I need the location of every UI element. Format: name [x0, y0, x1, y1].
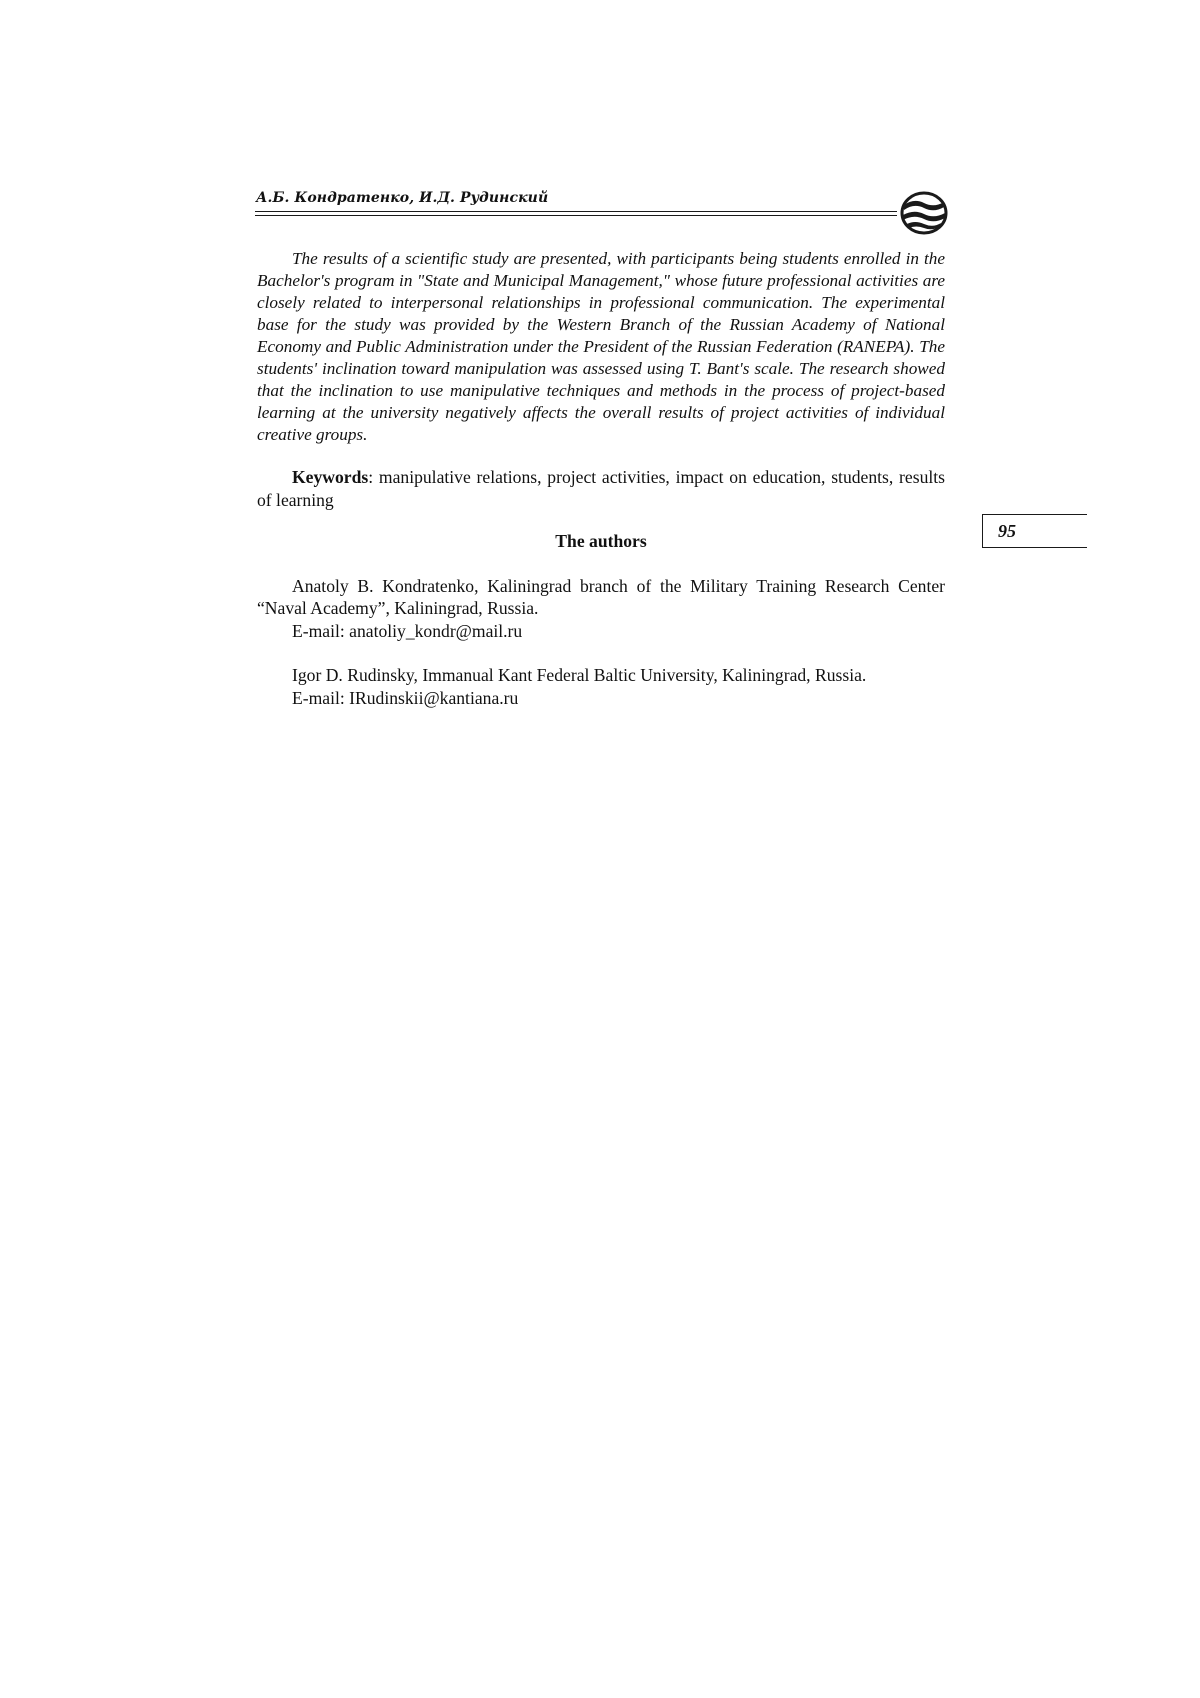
- header-rule-top: [255, 211, 897, 212]
- article-content: [257, 248, 945, 709]
- author-email: E-mail: anatoliy_kondr@mail.ru: [292, 620, 523, 641]
- page-number-box: [982, 514, 1087, 548]
- page-number: 95: [998, 521, 1016, 541]
- running-header-authors: А.Б. Кондратенко, И.Д. Рудинский: [256, 190, 549, 206]
- author-email: E-mail: IRudinskii@kantiana.ru: [292, 687, 519, 708]
- author-affiliation: Anatoly B. Kondratenko, Kaliningrad branch of the Military Training Research Center “Naval Academy”, Kaliningrad, Russia.: [257, 575, 945, 618]
- journal-wave-logo-icon: [898, 190, 950, 236]
- keywords-paragraph: [257, 466, 945, 511]
- author-affiliation: Igor D. Rudinsky, Immanual Kant Federal Baltic University, Kaliningrad, Russia.: [292, 665, 867, 685]
- keywords-label: Keywords: [292, 467, 369, 487]
- authors-section-title: The authors: [555, 531, 647, 551]
- author-entry: [257, 664, 945, 709]
- keywords-text: : manipulative relations, project activities, impact on education, students, results of learning: [257, 467, 945, 510]
- author-entry: [257, 575, 945, 643]
- abstract-paragraph: The results of a scientific study are presented, with participants being students enrolled in the Bachelor's program in "State and Municipal Management," whose future professional activities are closely related to interpersonal relationships in professional communication. The experimental base for the study was provided by the Western Branch of the Russian Academy of National Economy and Public Administration under the President of the Russian Federation (RANEPA). The students' inclination toward manipulation was assessed using T. Bant's scale. The research showed that the inclination to use manipulative techniques and methods in the process of project-based learning at the university negatively affects the overall results of project activities of individual creative groups.: [257, 249, 945, 444]
- header-rule-bottom: [255, 215, 897, 216]
